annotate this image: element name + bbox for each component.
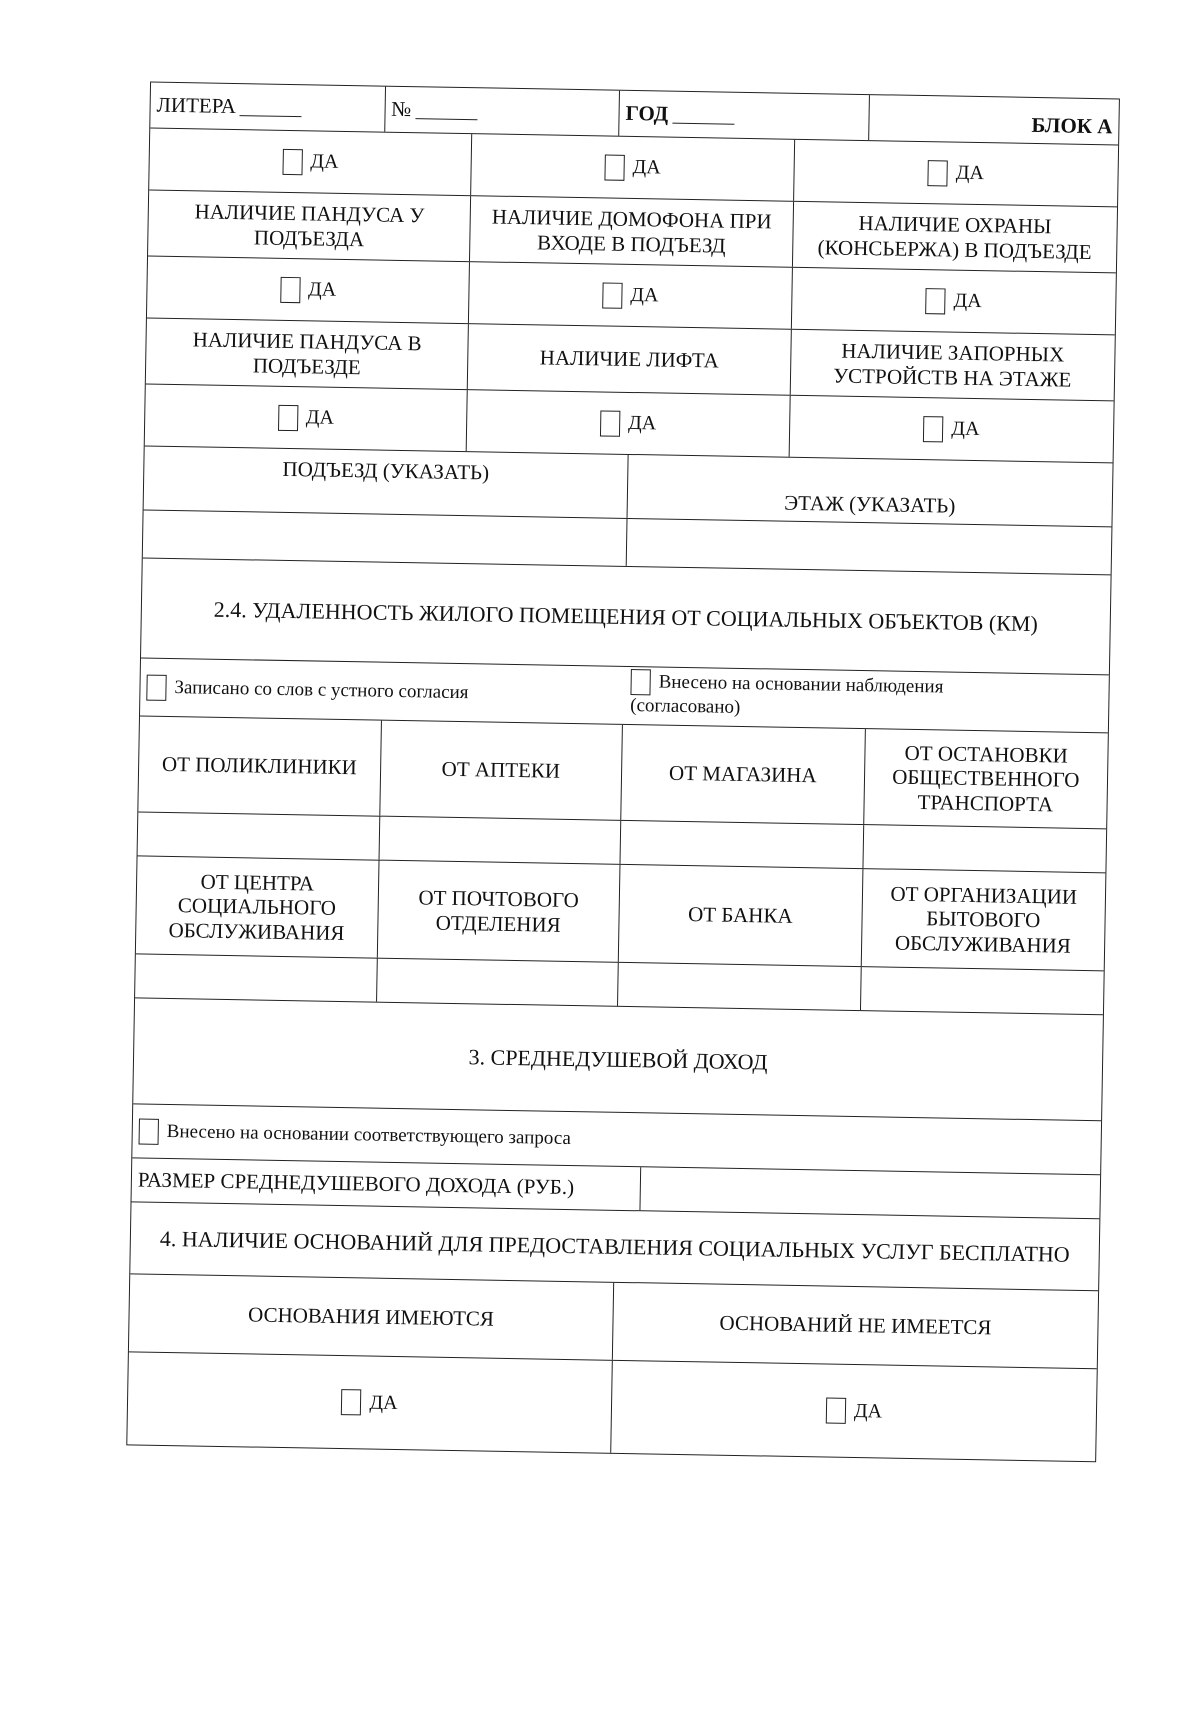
income-title-row xyxy=(133,998,1103,1121)
locks-label: НАЛИЧИЕ ЗАПОРНЫХ УСТРОЙСТВ НА ЭТАЖЕ xyxy=(833,339,1072,392)
income-request-label: Внесено на основании соответствующего запроса xyxy=(166,1120,572,1149)
yes-label: ДА xyxy=(953,289,982,313)
distance-value-field[interactable] xyxy=(863,825,1106,872)
elevator-label: НАЛИЧИЕ ЛИФТА xyxy=(468,324,791,395)
yes-label: ДА xyxy=(310,150,339,173)
block-label: БЛОК А xyxy=(1031,112,1113,139)
has-grounds-label: ОСНОВАНИЯ ИМЕЮТСЯ xyxy=(129,1274,614,1359)
yes-cell[interactable] xyxy=(127,1352,613,1452)
checkbox[interactable] xyxy=(630,669,650,695)
no-grounds-label: ОСНОВАНИЙ НЕ ИМЕЕТСЯ xyxy=(719,1311,992,1340)
distance-household-services-label: ОТ ОРГАНИЗАЦИИ БЫТОВОГО ОБСЛУЖИВАНИЯ xyxy=(890,881,1078,958)
distance-shop-label: ОТ МАГАЗИНА xyxy=(621,725,865,824)
yes-cell[interactable] xyxy=(471,134,794,201)
yes-label: ДА xyxy=(951,417,980,441)
income-title: 3. СРЕДНЕДУШЕВОЙ ДОХОД xyxy=(468,1044,768,1075)
recorded-oral-label: Записано со слов с устного согласия xyxy=(174,676,469,703)
yes-cell[interactable] xyxy=(611,1361,1097,1461)
recorded-oral-option[interactable] xyxy=(140,658,625,723)
ramp-entrance-label: НАЛИЧИЕ ПАНДУСА У ПОДЪЕЗДА xyxy=(148,191,471,262)
yes-cell[interactable] xyxy=(147,257,470,324)
ramp-inside-label: НАЛИЧИЕ ПАНДУСА В ПОДЪЕЗДЕ xyxy=(146,319,469,390)
income-amount-field[interactable] xyxy=(640,1167,1100,1218)
yes-label: ДА xyxy=(630,283,659,307)
distance-value-field[interactable] xyxy=(860,967,1103,1014)
number-field[interactable] xyxy=(415,100,477,120)
checkbox[interactable] xyxy=(925,288,945,314)
intercom-label: НАЛИЧИЕ ДОМОФОНА ПРИ ВХОДЕ В ПОДЪЕЗД xyxy=(470,196,793,267)
year-label: ГОД xyxy=(625,101,669,127)
entrance-value-field[interactable] xyxy=(143,510,628,565)
floor-specify-label: ЭТАЖ (УКАЗАТЬ) xyxy=(784,490,956,518)
checkbox[interactable] xyxy=(282,148,302,174)
yes-cell[interactable] xyxy=(469,262,792,329)
distance-labels-row-1 xyxy=(138,716,1108,829)
litera-field[interactable] xyxy=(240,97,302,117)
yes-cell[interactable] xyxy=(794,140,1118,207)
distance-transport-label: ОТ ОСТАНОВКИ ОБЩЕСТВЕННОГО ТРАНСПОРТА xyxy=(891,741,1080,816)
observation-label: Внесено на основании наблюдения xyxy=(658,671,944,698)
income-amount-label: РАЗМЕР СРЕДНЕДУШЕВОГО ДОХОДА (РУБ.) xyxy=(132,1158,642,1210)
form-block-a xyxy=(126,82,1120,1463)
agreed-label: (согласовано) xyxy=(630,695,741,718)
yes-label: ДА xyxy=(853,1399,883,1423)
year-field[interactable] xyxy=(672,105,734,125)
yes-cell[interactable] xyxy=(149,129,472,196)
free-yes-row xyxy=(127,1352,1096,1461)
entrance-specify-label: ПОДЪЕЗД (УКАЗАТЬ) xyxy=(144,446,629,517)
free-title: 4. НАЛИЧИЕ ОСНОВАНИЙ ДЛЯ ПРЕДОСТАВЛЕНИЯ СОЦИАЛЬНЫХ УСЛУГ БЕСПЛАТНО xyxy=(159,1225,1070,1267)
checkbox[interactable] xyxy=(602,282,622,308)
observation-option[interactable] xyxy=(624,667,1109,732)
distance-title-row xyxy=(141,558,1111,675)
distance-clinic-label: ОТ ПОЛИКЛИНИКИ xyxy=(138,716,381,815)
distance-value-field[interactable] xyxy=(377,959,619,1006)
number-label: № xyxy=(390,97,412,122)
checkbox[interactable] xyxy=(341,1389,361,1415)
yes-cell[interactable] xyxy=(789,396,1113,463)
yes-cell[interactable] xyxy=(792,268,1116,335)
checkbox[interactable] xyxy=(826,1398,846,1424)
distance-value-field[interactable] xyxy=(138,812,380,859)
distance-pharmacy-label: ОТ АПТЕКИ xyxy=(380,721,623,820)
distance-post-office-label: ОТ ПОЧТОВОГО ОТДЕЛЕНИЯ xyxy=(377,861,620,962)
floor-value-field[interactable] xyxy=(627,519,1112,574)
distance-title: 2.4. УДАЛЕННОСТЬ ЖИЛОГО ПОМЕЩЕНИЯ ОТ СОЦИАЛЬНЫХ ОБЪЕКТОВ (КМ) xyxy=(213,596,1039,636)
yes-cell[interactable] xyxy=(145,385,468,452)
distance-bank-label: ОТ БАНКА xyxy=(619,865,863,966)
yes-label: ДА xyxy=(955,161,985,185)
block-cell xyxy=(869,95,1119,144)
yes-label: ДА xyxy=(307,278,337,301)
number-cell xyxy=(385,87,620,136)
checkbox[interactable] xyxy=(923,416,943,442)
yes-cell[interactable] xyxy=(467,390,790,457)
distance-value-field[interactable] xyxy=(618,963,861,1010)
yes-label: ДА xyxy=(627,411,657,435)
litera-label: ЛИТЕРА xyxy=(156,93,237,119)
checkbox[interactable] xyxy=(600,410,620,436)
litera-cell xyxy=(150,83,385,132)
checkbox[interactable] xyxy=(139,1118,159,1144)
distance-value-field[interactable] xyxy=(620,821,863,868)
checkbox[interactable] xyxy=(278,404,298,430)
checkbox[interactable] xyxy=(928,160,948,186)
yes-label: ДА xyxy=(632,155,661,179)
distance-value-field[interactable] xyxy=(379,817,621,864)
year-cell xyxy=(619,91,869,140)
checkbox[interactable] xyxy=(604,154,624,180)
distance-social-center-label: ОТ ЦЕНТРА СОЦИАЛЬНОГО ОБСЛУЖИВАНИЯ xyxy=(136,856,379,957)
security-label: НАЛИЧИЕ ОХРАНЫ (КОНСЬЕРЖА) В ПОДЪЕЗДЕ xyxy=(817,211,1092,264)
yes-label: ДА xyxy=(305,406,335,429)
checkbox[interactable] xyxy=(280,276,300,302)
distance-labels-row-2 xyxy=(136,856,1106,971)
distance-value-field[interactable] xyxy=(135,954,377,1001)
yes-label: ДА xyxy=(369,1391,398,1414)
checkbox[interactable] xyxy=(146,674,166,700)
